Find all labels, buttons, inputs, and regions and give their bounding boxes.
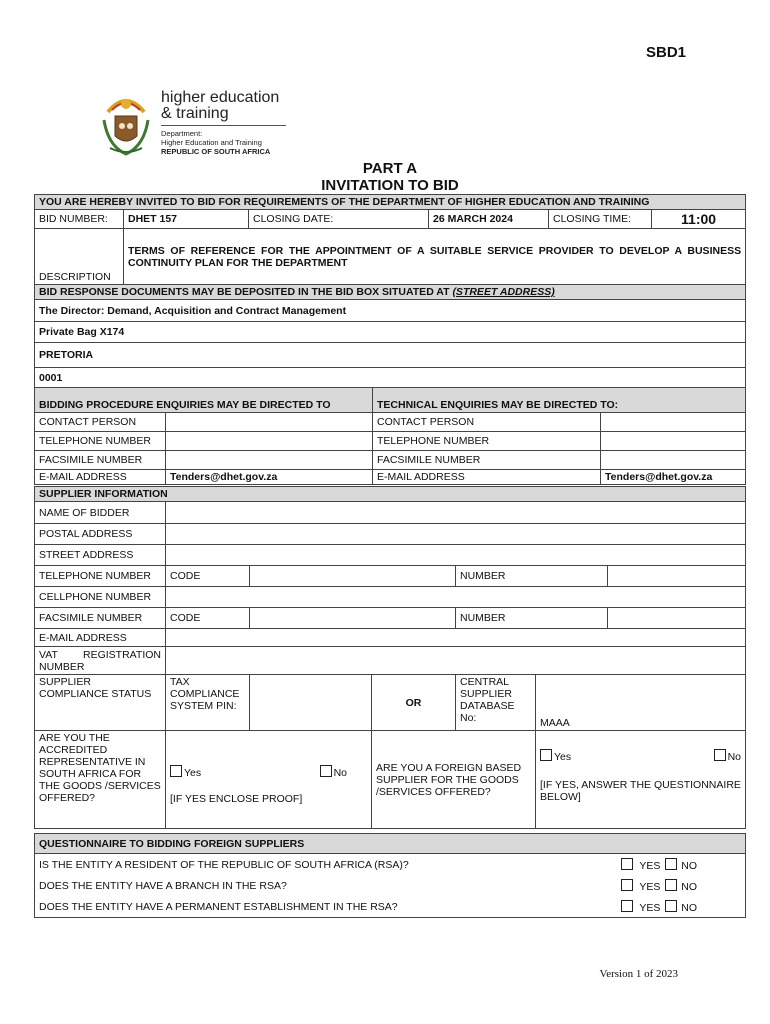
telephone-label: TELEPHONE NUMBER xyxy=(35,566,166,587)
questionnaire-header: QUESTIONNAIRE TO BIDDING FOREIGN SUPPLIERS xyxy=(35,834,746,854)
cellphone-label: CELLPHONE NUMBER xyxy=(35,587,166,608)
question-yes-label: YES xyxy=(639,880,661,893)
question-no-label: NO xyxy=(681,880,697,893)
deposit-line-1: The Director: Demand, Acquisition and Contract Management xyxy=(35,300,746,322)
version-footer: Version 1 of 2023 xyxy=(599,968,678,980)
question-yes-checkbox[interactable] xyxy=(621,858,633,870)
supplier-info-table xyxy=(34,486,746,829)
telephone-number-label: NUMBER xyxy=(456,566,608,587)
deposit-header-italic: (STREET ADDRESS) xyxy=(452,286,555,298)
accredited-label: ARE YOU THE ACCREDITED REPRESENTATIVE IN SOUTH AFRICA FOR THE GOODS /SERVICES OFFERED? xyxy=(35,731,166,829)
foreign-no-label: No xyxy=(727,750,742,763)
or-label: OR xyxy=(372,675,456,731)
page-title xyxy=(0,160,770,194)
foreign-yes-label: Yes xyxy=(554,750,572,763)
coat-of-arms-logo xyxy=(98,90,154,159)
description-value: TERMS OF REFERENCE FOR THE APPOINTMENT OF A SUITABLE SERVICE PROVIDER TO DEVELOP A BUSINESS CONTINUITY PLAN FOR THE DEPARTMENT xyxy=(124,229,746,285)
foreign-label: ARE YOU A FOREIGN BASED SUPPLIER FOR THE GOODS /SERVICES OFFERED? xyxy=(372,731,536,829)
logo-line-1: higher education xyxy=(161,89,280,106)
facsimile-code-field[interactable] xyxy=(250,608,456,629)
facsimile-label: FACSIMILE NUMBER xyxy=(35,608,166,629)
technical-telephone-field[interactable] xyxy=(601,432,746,451)
question-no-checkbox[interactable] xyxy=(665,879,677,891)
logo-dept-1: Department: xyxy=(161,129,203,138)
enclose-proof-note: [IF YES ENCLOSE PROOF] xyxy=(170,792,303,805)
bidding-telephone-label: TELEPHONE NUMBER xyxy=(35,432,166,451)
title-line-2: INVITATION TO BID xyxy=(321,177,459,194)
foreign-yes-checkbox[interactable] xyxy=(540,749,552,761)
facsimile-code-label: CODE xyxy=(166,608,250,629)
closing-time-value: 11:00 xyxy=(652,210,746,229)
question-text: IS THE ENTITY A RESIDENT OF THE REPUBLIC OF SOUTH AFRICA (RSA)? xyxy=(39,858,409,871)
csd-field[interactable] xyxy=(536,675,746,731)
logo-line-2: & training xyxy=(161,105,229,122)
csd-prefix: MAAA xyxy=(540,717,570,729)
accredited-yes-checkbox[interactable] xyxy=(170,765,182,777)
answer-questionnaire-note: [IF YES, ANSWER THE QUESTIONNAIRE BELOW] xyxy=(540,778,741,803)
question-no-checkbox[interactable] xyxy=(665,858,677,870)
form-code: SBD1 xyxy=(645,44,686,61)
title-line-1: PART A xyxy=(362,160,418,177)
foreign-answer xyxy=(536,731,746,829)
tax-pin-label: TAX COMPLIANCE SYSTEM PIN: xyxy=(166,675,250,731)
vat-label: VAT REGISTRATION NUMBER xyxy=(35,647,166,675)
tax-pin-field[interactable] xyxy=(250,675,372,731)
accredited-yes-label: Yes xyxy=(184,766,202,779)
department-logo-text xyxy=(161,90,286,156)
accredited-answer xyxy=(166,731,372,829)
question-no-checkbox[interactable] xyxy=(665,900,677,912)
bidding-email-label: E-MAIL ADDRESS xyxy=(35,470,166,485)
foreign-no[interactable] xyxy=(714,749,741,763)
supplier-info-header: SUPPLIER INFORMATION xyxy=(35,487,746,502)
accredited-no-label: No xyxy=(333,766,347,779)
bidder-name-label: NAME OF BIDDER xyxy=(35,502,166,524)
bid-details-table xyxy=(34,194,746,389)
question-answers xyxy=(621,900,697,914)
technical-enquiries-header: TECHNICAL ENQUIRIES MAY BE DIRECTED TO: xyxy=(373,388,746,413)
accredited-no[interactable] xyxy=(320,765,347,779)
telephone-code-field[interactable] xyxy=(250,566,456,587)
technical-facsimile-label: FACSIMILE NUMBER xyxy=(373,451,601,470)
vat-field[interactable] xyxy=(166,647,746,675)
question-yes-label: YES xyxy=(639,901,661,914)
deposit-line-3: PRETORIA xyxy=(35,343,746,368)
question-answers xyxy=(621,858,697,872)
accredited-no-checkbox[interactable] xyxy=(320,765,332,777)
question-answers xyxy=(621,879,697,893)
csd-label: CENTRAL SUPPLIER DATABASE No: xyxy=(456,675,536,731)
question-yes-label: YES xyxy=(639,859,661,872)
postal-address-field[interactable] xyxy=(166,524,746,545)
invite-header: YOU ARE HEREBY INVITED TO BID FOR REQUIREMENTS OF THE DEPARTMENT OF HIGHER EDUCATION AND TRAINING xyxy=(35,195,746,210)
bid-number-value: DHET 157 xyxy=(124,210,249,229)
deposit-line-2: Private Bag X174 xyxy=(35,322,746,343)
bid-number-label: BID NUMBER: xyxy=(35,210,124,229)
bidding-contact-label: CONTACT PERSON xyxy=(35,413,166,432)
bidding-enquiries-header: BIDDING PROCEDURE ENQUIRIES MAY BE DIRECTED TO xyxy=(35,388,373,413)
technical-contact-label: CONTACT PERSON xyxy=(373,413,601,432)
description-label: DESCRIPTION xyxy=(35,229,124,285)
facsimile-number-label: NUMBER xyxy=(456,608,608,629)
questionnaire-row xyxy=(35,896,745,917)
street-address-field[interactable] xyxy=(166,545,746,566)
bidding-facsimile-label: FACSIMILE NUMBER xyxy=(35,451,166,470)
technical-telephone-label: TELEPHONE NUMBER xyxy=(373,432,601,451)
question-yes-checkbox[interactable] xyxy=(621,900,633,912)
questionnaire-row xyxy=(35,854,745,875)
foreign-no-checkbox[interactable] xyxy=(714,749,726,761)
compliance-label: SUPPLIER COMPLIANCE STATUS xyxy=(35,675,166,731)
telephone-number-field[interactable] xyxy=(608,566,746,587)
deposit-header xyxy=(35,285,746,300)
technical-email-value: Tenders@dhet.gov.za xyxy=(601,470,746,485)
email-field[interactable] xyxy=(166,629,746,647)
bidding-facsimile-field[interactable] xyxy=(166,451,373,470)
bidder-name-field[interactable] xyxy=(166,502,746,524)
postal-address-label: POSTAL ADDRESS xyxy=(35,524,166,545)
questionnaire-table xyxy=(34,833,746,918)
deposit-header-text: BID RESPONSE DOCUMENTS MAY BE DEPOSITED IN THE BID BOX SITUATED AT xyxy=(39,286,453,298)
cellphone-field[interactable] xyxy=(166,587,746,608)
technical-contact-field[interactable] xyxy=(601,413,746,432)
technical-email-label: E-MAIL ADDRESS xyxy=(373,470,601,485)
questionnaire-row xyxy=(35,875,745,896)
question-yes-checkbox[interactable] xyxy=(621,879,633,891)
closing-time-label: CLOSING TIME: xyxy=(549,210,652,229)
email-label: E-MAIL ADDRESS xyxy=(35,629,166,647)
bidding-email-value: Tenders@dhet.gov.za xyxy=(166,470,373,485)
bidding-contact-field[interactable] xyxy=(166,413,373,432)
logo-dept-3: REPUBLIC OF SOUTH AFRICA xyxy=(161,147,271,156)
deposit-line-4: 0001 xyxy=(35,368,746,389)
question-no-label: NO xyxy=(681,901,697,914)
closing-date-label: CLOSING DATE: xyxy=(249,210,429,229)
closing-date-value: 26 MARCH 2024 xyxy=(429,210,549,229)
question-text: DOES THE ENTITY HAVE A PERMANENT ESTABLISHMENT IN THE RSA? xyxy=(39,900,398,913)
questionnaire-body xyxy=(35,854,746,918)
accredited-yes[interactable] xyxy=(170,765,201,779)
foreign-yes[interactable] xyxy=(540,749,571,763)
question-no-label: NO xyxy=(681,859,697,872)
question-text: DOES THE ENTITY HAVE A BRANCH IN THE RSA? xyxy=(39,879,287,892)
logo-dept-2: Higher Education and Training xyxy=(161,138,262,147)
facsimile-number-field[interactable] xyxy=(608,608,746,629)
enquiries-table xyxy=(34,387,746,485)
technical-facsimile-field[interactable] xyxy=(601,451,746,470)
street-address-label: STREET ADDRESS xyxy=(35,545,166,566)
telephone-code-label: CODE xyxy=(166,566,250,587)
bidding-telephone-field[interactable] xyxy=(166,432,373,451)
